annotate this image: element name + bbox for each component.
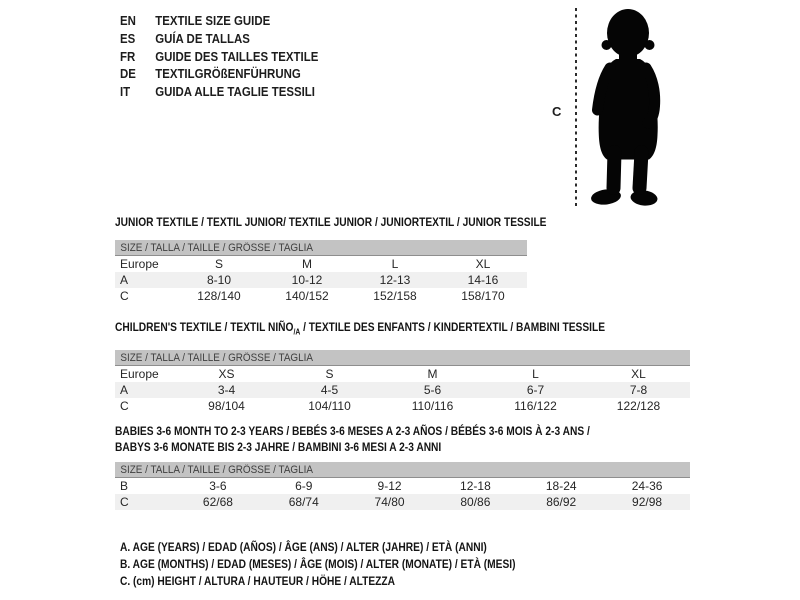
value-cell: 18-24 <box>545 479 577 493</box>
value-cell: 62/68 <box>202 495 233 509</box>
value-cell: 6-9 <box>295 479 313 493</box>
language-row-it <box>120 84 318 102</box>
children-title-post: / TEXTILE DES ENFANTS / KINDERTEXTIL / BAMBINI TESSILE <box>300 320 605 334</box>
children-table <box>115 366 690 414</box>
legend-line-a: A. AGE (YEARS) / EDAD (AÑOS) / ÂGE (ANS) / ALTER (JAHRE) / ETÀ (ANNI) <box>120 540 487 554</box>
value-cell: 3-4 <box>217 383 236 398</box>
value-cell: 9-12 <box>377 479 402 493</box>
language-label: GUIDE DES TAILLES TEXTILE <box>155 48 319 64</box>
language-code: DE <box>120 66 136 82</box>
size-header-label: SIZE / TALLA / TAILLE / GRÖSSE / TAGLIA <box>120 241 313 254</box>
size-header-label: SIZE / TALLA / TAILLE / GRÖSSE / TAGLIA <box>120 351 313 364</box>
toddler-silhouette-icon <box>584 7 672 207</box>
table-row <box>115 494 690 510</box>
size-header-bar <box>115 350 690 366</box>
row-label: C <box>120 289 129 303</box>
value-cell: 128/140 <box>197 289 241 303</box>
row-label: B <box>120 479 129 493</box>
children-title-pre: CHILDREN'S TEXTILE / TEXTIL NIÑO <box>115 320 294 334</box>
language-code: EN <box>120 13 136 28</box>
language-row-en <box>120 13 318 31</box>
height-dotted-line <box>575 8 577 207</box>
value-cell: 8-10 <box>206 273 232 287</box>
size-header-label: SIZE / TALLA / TAILLE / GRÖSSE / TAGLIA <box>120 463 313 476</box>
table-row <box>115 288 527 304</box>
value-cell: 86/92 <box>546 495 577 509</box>
junior-table-title: JUNIOR TEXTILE / TEXTIL JUNIOR/ TEXTILE JUNIOR / JUNIORTEXTIL / JUNIOR TESSILE <box>115 215 547 229</box>
size-cell: XS <box>218 367 235 382</box>
row-label: A <box>120 273 129 287</box>
value-cell: 12-13 <box>379 273 411 287</box>
legend-line-c: C. (cm) HEIGHT / ALTURA / HAUTEUR / HÖHE / ALTEZZA <box>120 574 396 589</box>
row-label: C <box>120 399 129 414</box>
value-cell: 116/122 <box>514 399 557 414</box>
language-row-de <box>120 66 318 84</box>
language-label: GUIDA ALLE TAGLIE TESSILI <box>155 84 315 100</box>
value-cell: 104/110 <box>308 399 351 414</box>
language-code: FR <box>120 48 136 64</box>
size-cell: S <box>325 367 334 382</box>
children-table-title <box>115 321 604 338</box>
value-cell: 152/158 <box>373 289 417 303</box>
junior-table-block <box>115 215 547 304</box>
size-cell: XL <box>631 367 646 382</box>
row-label: A <box>120 383 129 398</box>
babies-table-block <box>115 423 690 510</box>
row-label: Europe <box>120 257 159 271</box>
babies-table <box>115 478 690 510</box>
children-title-sub: /A <box>293 327 301 337</box>
size-cell: M <box>427 367 438 382</box>
value-cell: 158/170 <box>461 289 505 303</box>
size-cell: L <box>532 367 539 382</box>
size-cell: L <box>391 257 399 271</box>
value-cell: 74/80 <box>374 495 405 509</box>
value-cell: 5-6 <box>423 383 442 398</box>
table-row <box>115 272 527 288</box>
children-table-block <box>115 321 690 414</box>
row-label: Europe <box>120 367 159 382</box>
value-cell: 4-5 <box>320 383 339 398</box>
size-cell: XL <box>475 257 491 271</box>
height-measure-label: C <box>552 104 562 119</box>
language-code: IT <box>120 84 131 100</box>
language-label: TEXTILE SIZE GUIDE <box>155 13 271 28</box>
value-cell: 12-18 <box>460 479 491 493</box>
value-cell: 10-12 <box>291 273 323 287</box>
language-label: GUÍA DE TALLAS <box>155 30 250 46</box>
value-cell: 110/116 <box>411 399 454 414</box>
table-row <box>115 366 690 382</box>
value-cell: 3-6 <box>209 479 227 493</box>
value-cell: 7-8 <box>629 383 648 398</box>
babies-table-title-line1: BABIES 3-6 MONTH TO 2-3 YEARS / BEBÉS 3-6 MESES A 2-3 AÑOS / BÉBÉS 3-6 MOIS À 2-3 ANS / <box>115 424 590 438</box>
value-cell: 140/152 <box>285 289 329 303</box>
table-row <box>115 382 690 398</box>
value-cell: 80/86 <box>460 495 491 509</box>
value-cell: 6-7 <box>526 383 545 398</box>
legend-line-b: B. AGE (MONTHS) / EDAD (MESES) / ÂGE (MOIS) / ALTER (MONATE) / ETÀ (MESI) <box>120 557 516 572</box>
language-list <box>120 13 345 102</box>
value-cell: 122/128 <box>616 399 661 414</box>
size-cell: M <box>302 257 312 271</box>
value-cell: 92/98 <box>632 495 663 509</box>
row-label: C <box>120 495 129 509</box>
junior-table <box>115 256 527 304</box>
value-cell: 14-16 <box>467 273 499 287</box>
value-cell: 24-36 <box>631 479 663 493</box>
size-header-bar <box>115 240 527 256</box>
language-row-fr <box>120 49 318 67</box>
table-row <box>115 398 690 414</box>
size-header-bar <box>115 462 690 478</box>
table-row <box>115 256 527 272</box>
table-row <box>115 478 690 494</box>
value-cell: 98/104 <box>208 399 245 414</box>
value-cell: 68/74 <box>288 495 319 509</box>
size-cell: S <box>214 257 223 271</box>
language-code: ES <box>120 30 136 46</box>
babies-table-title-line2: BABYS 3-6 MONATE BIS 2-3 JAHRE / BAMBINI 3-6 MESI A 2-3 ANNI <box>115 440 442 454</box>
language-row-es <box>120 31 318 49</box>
measurement-legend <box>120 540 585 592</box>
language-label: TEXTILGRÖßENFÜHRUNG <box>155 66 301 82</box>
